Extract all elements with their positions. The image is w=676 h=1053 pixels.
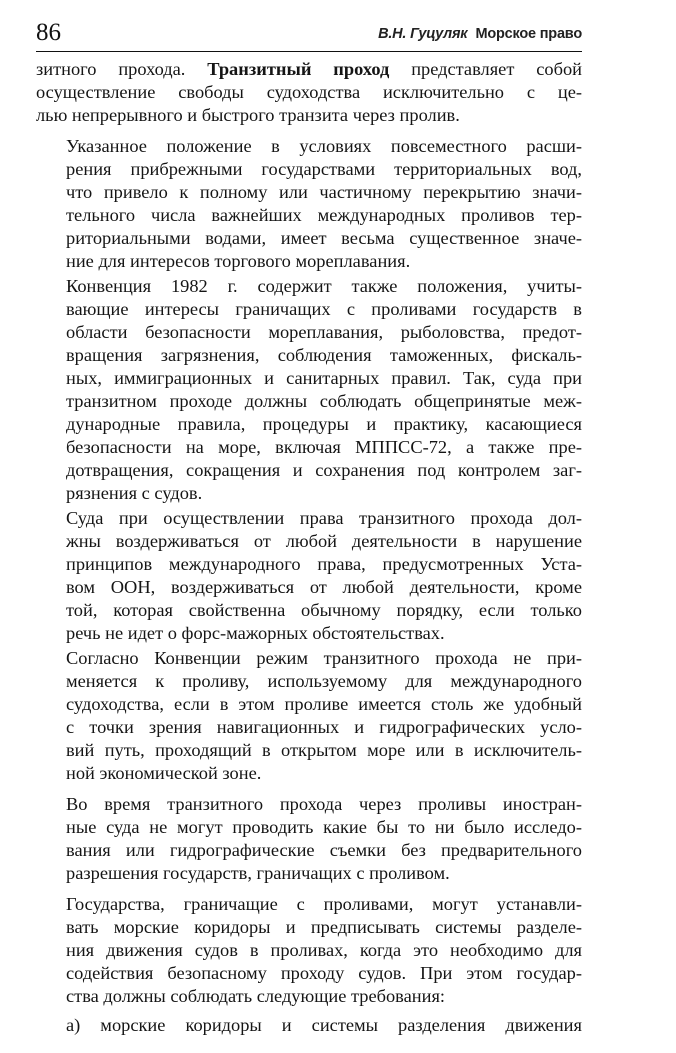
text-segment: дународные правила, процедуры и практику, касающиеся <box>66 414 582 434</box>
text-segment: меняется к проливу, используемому для международного <box>66 671 582 691</box>
text-segment: содействия безопасному проходу судов. При этом государ- <box>66 963 582 983</box>
text-segment: принципов международного права, предусмотренных Уста- <box>66 554 582 574</box>
paragraph <box>36 135 582 273</box>
bold-term: Транзитный проход <box>207 59 390 79</box>
text-line <box>36 204 582 227</box>
text-line <box>36 985 582 1008</box>
text-segment: а) морские коридоры и системы разделения движения <box>66 1015 582 1035</box>
text-line <box>36 436 582 459</box>
paragraph <box>36 793 582 885</box>
text-segment: Конвенция 1982 г. содержит также положения, учиты- <box>66 276 582 296</box>
text-line <box>36 104 582 127</box>
text-segment: ной экономической зоне. <box>66 763 262 783</box>
text-segment: области безопасности мореплавания, рыболовства, предот- <box>66 322 582 342</box>
text-line <box>36 839 582 862</box>
text-segment: вающие интересы граничащих с проливами государств в <box>66 299 582 319</box>
text-line <box>36 939 582 962</box>
text-line <box>36 962 582 985</box>
text-line <box>36 762 582 785</box>
paragraph <box>36 507 582 645</box>
text-segment: с точки зрения навигационных и гидрографических усло- <box>66 717 582 737</box>
text-line <box>36 367 582 390</box>
text-segment: разрешения государств, граничащих с проливом. <box>66 863 450 883</box>
text-segment: Государства, граничащие с проливами, могут устанавли- <box>66 894 582 914</box>
text-segment: вий путь, проходящий в открытом море или в исключитель- <box>66 740 582 760</box>
text-segment: осуществление свободы судоходства исключительно с це- <box>36 82 582 102</box>
paragraph <box>36 58 582 127</box>
text-segment: риториальными водами, имеет весьма существенное значе- <box>66 228 582 248</box>
text-line <box>36 576 582 599</box>
text-segment: вать морские коридоры и предписывать системы разделе- <box>66 917 582 937</box>
text-line <box>36 321 582 344</box>
text-line <box>36 250 582 273</box>
text-segment: судоходства, если в этом проливе имеется столь же удобный <box>66 694 582 714</box>
text-segment: тельного числа важнейших международных проливов тер- <box>66 205 582 225</box>
paragraph <box>36 275 582 505</box>
text-line <box>36 670 582 693</box>
text-segment: той, которая свойственна обычному порядку, если только <box>66 600 582 620</box>
text-line <box>36 135 582 158</box>
text-segment: Во время транзитного прохода через проливы иностран- <box>66 794 582 814</box>
text-line <box>36 158 582 181</box>
text-line <box>36 693 582 716</box>
body-text <box>36 58 582 1037</box>
text-line <box>36 893 582 916</box>
text-segment: ные суда не могут проводить какие бы то ни было исследо- <box>66 817 582 837</box>
paragraph <box>36 1014 582 1037</box>
text-line <box>36 599 582 622</box>
text-segment: дотвращения, сокращения и сохранения под контролем заг- <box>66 460 582 480</box>
running-head <box>378 25 582 43</box>
text-line <box>36 816 582 839</box>
text-segment: ных, иммиграционных и санитарных правил. Так, суда при <box>66 368 582 388</box>
text-line <box>36 390 582 413</box>
text-segment: вания или гидрографические съемки без предварительного <box>66 840 582 860</box>
text-line <box>36 862 582 885</box>
text-line <box>36 81 582 104</box>
text-line <box>36 227 582 250</box>
text-line <box>36 181 582 204</box>
running-head-author: В.Н. Гуцуляк <box>378 26 468 42</box>
page-header <box>36 18 582 52</box>
text-line <box>36 553 582 576</box>
text-line <box>36 916 582 939</box>
text-segment: ства должны соблюдать следующие требования: <box>66 986 446 1006</box>
text-line <box>36 716 582 739</box>
text-segment: представляет собой <box>389 59 582 79</box>
text-segment: жны воздерживаться от любой деятельности в нарушение <box>66 531 582 551</box>
header-rule <box>36 51 582 52</box>
text-segment: Согласно Конвенции режим транзитного прохода не при- <box>66 648 582 668</box>
text-segment: речь не идет о форс-мажорных обстоятельствах. <box>66 623 445 643</box>
text-segment: Суда при осуществлении права транзитного прохода дол- <box>66 508 582 528</box>
text-segment: Указанное положение в условиях повсеместного расши- <box>66 136 582 156</box>
text-segment: рения прибрежными государствами территориальных вод, <box>66 159 582 179</box>
text-line <box>36 647 582 670</box>
text-line <box>36 459 582 482</box>
text-segment: что привело к полному или частичному перекрытию значи- <box>66 182 582 202</box>
text-line <box>36 482 582 505</box>
text-segment: зитного прохода. <box>36 59 208 79</box>
text-line <box>36 793 582 816</box>
text-line <box>36 530 582 553</box>
text-segment: рязнения с судов. <box>66 483 203 503</box>
text-segment: ния движения судов в проливах, когда это необходимо для <box>66 940 582 960</box>
text-line <box>36 622 582 645</box>
text-segment: транзитном проходе должны соблюдать общепринятые меж- <box>66 391 582 411</box>
text-segment: вращения загрязнения, соблюдения таможенных, фискаль- <box>66 345 582 365</box>
text-line <box>36 275 582 298</box>
text-line <box>36 739 582 762</box>
text-line <box>36 413 582 436</box>
text-line <box>36 58 582 81</box>
page-number: 86 <box>36 19 61 46</box>
text-line <box>36 507 582 530</box>
text-segment: ние для интересов торгового мореплавания. <box>66 251 411 271</box>
text-segment: безопасности на море, включая МППСС-72, а также пре- <box>66 437 582 457</box>
text-line <box>36 1014 582 1037</box>
paragraph <box>36 893 582 1008</box>
text-segment: лью непрерывного и быстрого транзита через пролив. <box>36 105 460 125</box>
text-line <box>36 344 582 367</box>
running-head-title: Морское право <box>475 26 582 42</box>
text-segment: вом ООН, воздерживаться от любой деятельности, кроме <box>66 577 582 597</box>
text-line <box>36 298 582 321</box>
paragraph <box>36 647 582 785</box>
